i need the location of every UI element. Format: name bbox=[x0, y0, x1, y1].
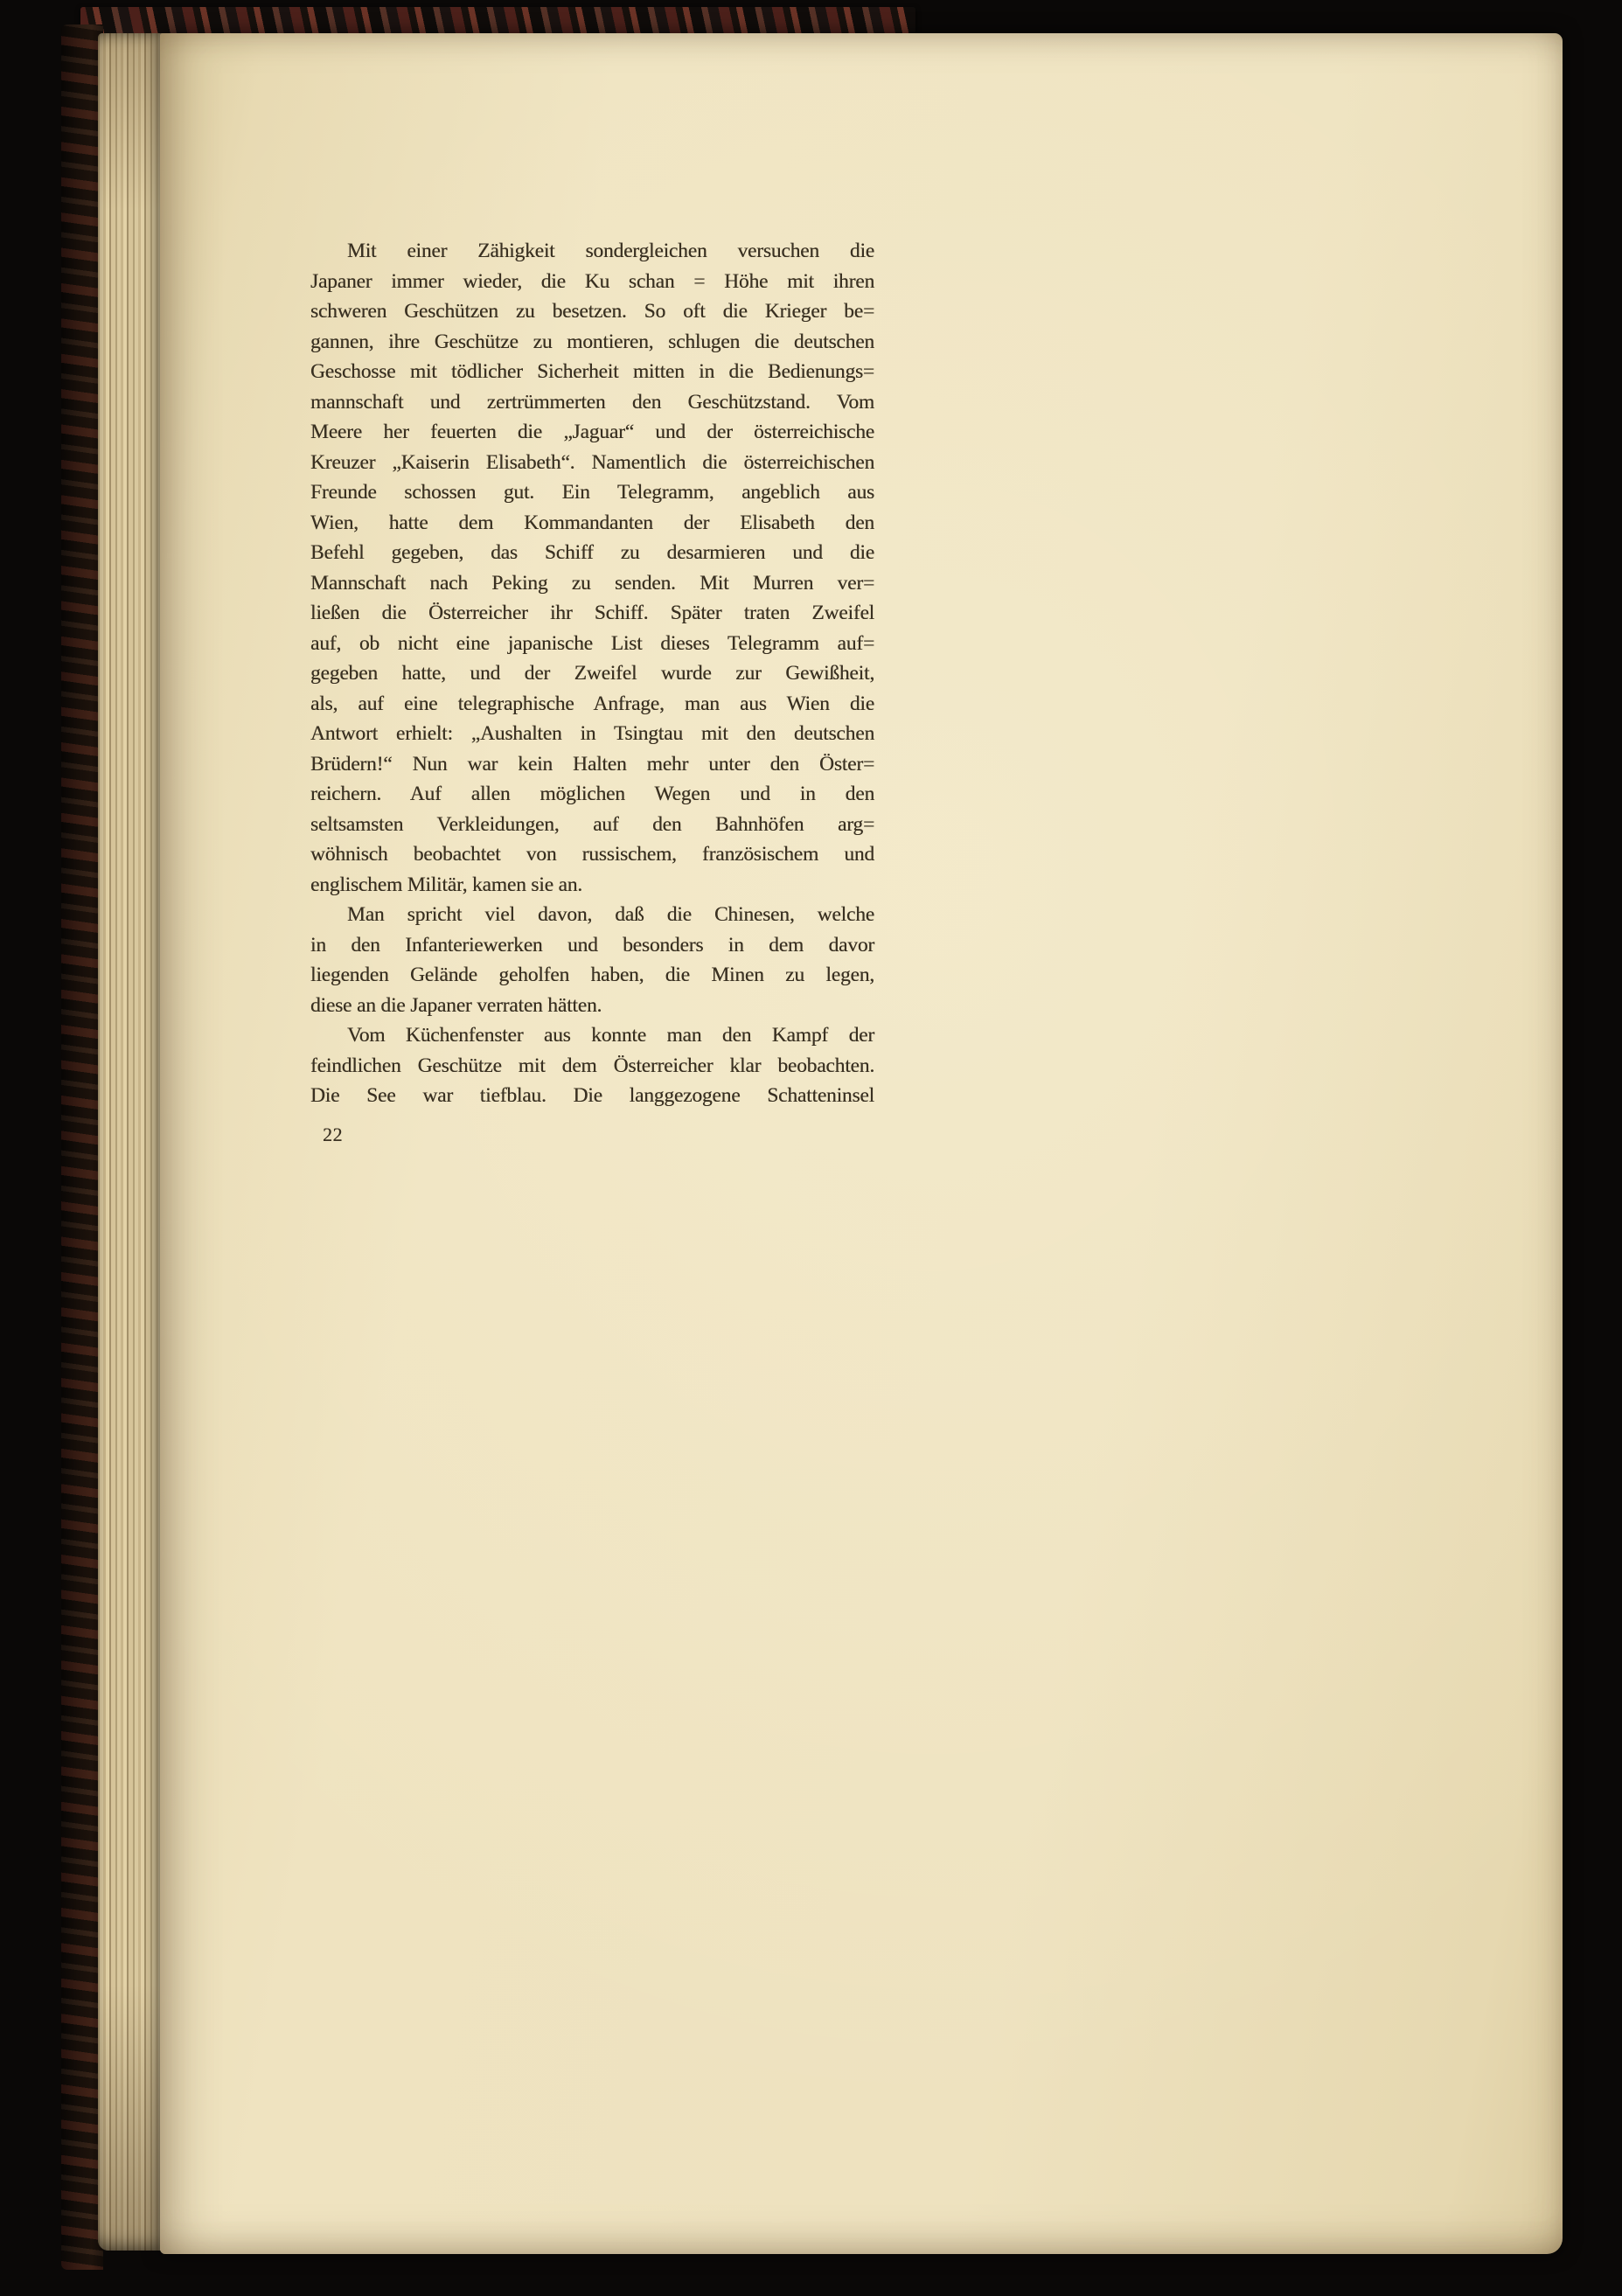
text-line: wöhnisch beobachtet von russischem, französischem und bbox=[310, 843, 874, 866]
page-stack-edges bbox=[98, 33, 164, 2251]
book-page bbox=[160, 33, 1563, 2254]
paragraph bbox=[310, 900, 874, 1020]
text-line: als, auf eine telegraphische Anfrage, man aus Wien die bbox=[310, 692, 874, 715]
text-line: Japaner immer wieder, die Ku schan = Höhe mit ihren bbox=[310, 269, 874, 293]
text-line: mannschaft und zertrümmerten den Geschützstand. Vom bbox=[310, 390, 874, 414]
text-line: ließen die Österreicher ihr Schiff. Später traten Zweifel bbox=[310, 602, 874, 624]
paragraph bbox=[310, 236, 874, 900]
text-block bbox=[310, 236, 874, 1146]
text-line: liegenden Gelände geholfen haben, die Minen zu legen, bbox=[310, 964, 874, 986]
text-line: Antwort erhielt: „Aushalten in Tsingtau mit den deutschen bbox=[310, 722, 874, 745]
text-line: in den Infanteriewerken und besonders in dem davor bbox=[310, 933, 874, 957]
text-line: Wien, hatte dem Kommandanten der Elisabeth den bbox=[310, 511, 874, 534]
text-line: auf, ob nicht eine japanische List dieses Telegramm auf= bbox=[310, 631, 874, 655]
text-line: gannen, ihre Geschütze zu montieren, schlugen die deutschen bbox=[310, 330, 874, 353]
text-line: Die See war tiefblau. Die langgezogene Schatteninsel bbox=[310, 1084, 874, 1107]
text-line: Kreuzer „Kaiserin Elisabeth“. Namentlich die österreichischen bbox=[310, 450, 874, 474]
text-line: schweren Geschützen zu besetzen. So oft die Krieger be= bbox=[310, 300, 874, 323]
text-line: feindlichen Geschütze mit dem Österreicher klar beobachten. bbox=[310, 1054, 874, 1077]
text-line: Befehl gegeben, das Schiff zu desarmieren und die bbox=[310, 541, 874, 564]
text-line: Mannschaft nach Peking zu senden. Mit Murren ver= bbox=[310, 571, 874, 595]
text-line: Man spricht viel davon, daß die Chinesen, welche bbox=[347, 903, 874, 926]
text-line: reichern. Auf allen möglichen Wegen und in den bbox=[310, 783, 874, 805]
text-line: Geschosse mit tödlicher Sicherheit mitten in die Bedienungs= bbox=[310, 360, 874, 383]
text-line: seltsamsten Verkleidungen, auf den Bahnhöfen arg= bbox=[310, 812, 874, 836]
text-line: Vom Küchenfenster aus konnte man den Kampf der bbox=[347, 1024, 874, 1047]
text-line: Freunde schossen gut. Ein Telegramm, angeblich aus bbox=[310, 481, 874, 504]
text-line: Brüdern!“ Nun war kein Halten mehr unter den Öster= bbox=[310, 752, 874, 776]
text-line: englischem Militär, kamen sie an. bbox=[310, 873, 582, 896]
marbled-board-edge bbox=[80, 7, 915, 35]
text-line: gegeben hatte, und der Zweifel wurde zur Gewißheit, bbox=[310, 662, 874, 685]
book-cover-spine bbox=[61, 24, 103, 2270]
text-line: Meere her feuerten die „Jaguar“ und der österreichische bbox=[310, 421, 874, 443]
text-line: diese an die Japaner verraten hätten. bbox=[310, 993, 602, 1017]
page-number: 22 bbox=[323, 1123, 343, 1145]
text-line: Mit einer Zähigkeit sondergleichen versuchen die bbox=[347, 240, 874, 262]
paragraph bbox=[310, 1020, 874, 1111]
